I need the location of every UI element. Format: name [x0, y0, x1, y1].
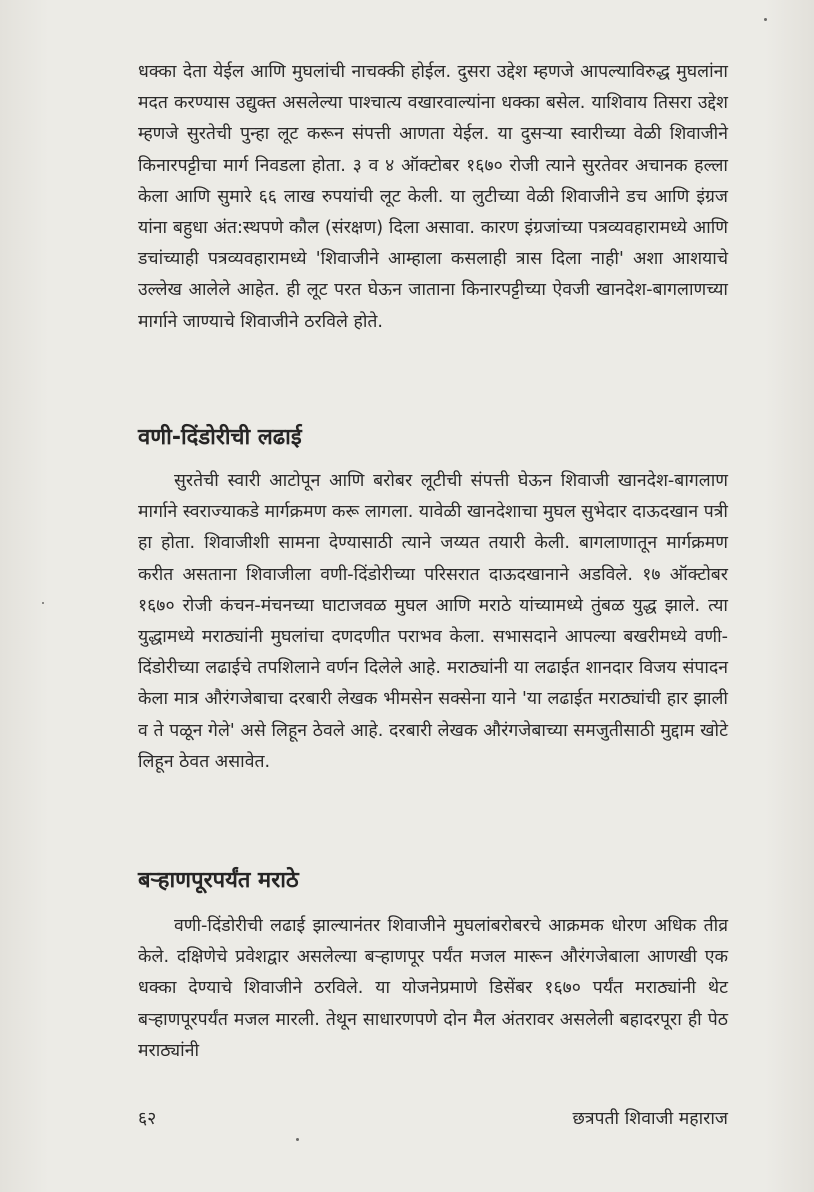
paragraph-2: सुरतेची स्वारी आटोपून आणि बरोबर लूटीची संपत्ती घेऊन शिवाजी खानदेश-बागलाण मार्गाने स्वराज्याकडे मार्गक्रमण करू लागला. यावेळी खानदेशाचा मुघल सुभेदार दाऊदखान पत्री हा होता. शिवाजीशी सामना देण्यासाठी त्याने जय्यत तयारी केली. बागलाणातून मार्गक्रमण करीत असताना शिवाजीला वणी-दिंडोरीच्या परिसरात दाऊदखानाने अडविले. १७ ऑक्टोबर १६७० रोजी कंचन-मंचनच्या घाटाजवळ मुघल आणि मराठे यांच्यामध्ये तुंबळ युद्ध झाले. त्या युद्धामध्ये मराठ्यांनी मुघलांचा दणदणीत पराभव केला. सभासदाने आपल्या बखरीमध्ये वणी-दिंडोरीच्या लढाईचे तपशिलाने वर्णन दिलेले आहे. मराठ्यांनी या लढाईत शानदार विजय संपादन केला मात्र औरंगजेबाचा दरबारी लेखक भीमसेन सक्सेना याने 'या लढाईत मराठ्यांची हार झाली व ते पळून गेले' असे लिहून ठेवले आहे. दरबारी लेखक औरंगजेबाच्या समजुतीसाठी मुद्दाम खोटे लिहून ठेवत असावेत. [138, 471, 728, 772]
page-number: ६२ [138, 1109, 157, 1129]
paragraph-1: धक्का देता येईल आणि मुघलांची नाचक्की होईल. दुसरा उद्देश म्हणजे आपल्याविरुद्ध मुघलांना मदत करण्यास उद्युक्त असलेल्या पाश्चात्य वखारवाल्यांना धक्का बसेल. याशिवाय तिसरा उद्देश म्हणजे सुरतेची पुन्हा लूट करून संपत्ती आणता येईल. या दुसऱ्या स्वारीच्या वेळी शिवाजीने किनारपट्टीचा मार्ग निवडला होता. ३ व ४ ऑक्टोबर १६७० रोजी त्याने सुरतेवर अचानक हल्ला केला आणि सुमारे ६६ लाख रुपयांची लूट केली. या लुटीच्या वेळी शिवाजीने डच आणि इंग्रज यांना बहुधा अंत:स्थपणे कौल (संरक्षण) दिला असावा. कारण इंग्रजांच्या पत्रव्यवहारामध्ये आणि डचांच्याही पत्रव्यवहारामध्ये 'शिवाजीने आम्हाला कसलाही त्रास दिला नाही' अशा आशयाचे उल्लेख आलेले आहेत. ही लूट परत घेऊन जाताना किनारपट्टीच्या ऐवजी खानदेश-बागलाणच्या मार्गाने जाण्याचे शिवाजीने ठरविले होते. [138, 62, 728, 332]
paragraph-block-1 [138, 57, 728, 338]
paper-speck [296, 1138, 299, 1141]
paper-speck [764, 18, 767, 21]
paragraph-3: वणी-दिंडोरीची लढाई झाल्यानंतर शिवाजीने मुघलांबरोबरचे आक्रमक धोरण अधिक तीव्र केले. दक्षिणेचे प्रवेशद्वार असलेल्या बऱ्हाणपूर पर्यंत मजल मारून औरंगजेबाला आणखी एक धक्का देण्याचे शिवाजीने ठरविले. या योजनेप्रमाणे डिसेंबर १६७० पर्यंत मराठ्यांनी थेट बऱ्हाणपूरपर्यंत मजल मारली. तेथून साधारणपणे दोन मैल अंतरावर असलेली बहादरपूरा ही पेठ मराठ्यांनी [138, 916, 728, 1061]
paragraph-block-3 [138, 911, 728, 1067]
section-heading-burhanpur: बऱ्हाणपूरपर्यंत मराठे [138, 868, 299, 893]
paper-speck [42, 602, 44, 604]
section-heading-wani-dindori: वणी-दिंडोरीची लढाई [138, 425, 302, 450]
paragraph-block-2 [138, 466, 728, 778]
running-title: छत्रपती शिवाजी महाराज [572, 1109, 728, 1129]
